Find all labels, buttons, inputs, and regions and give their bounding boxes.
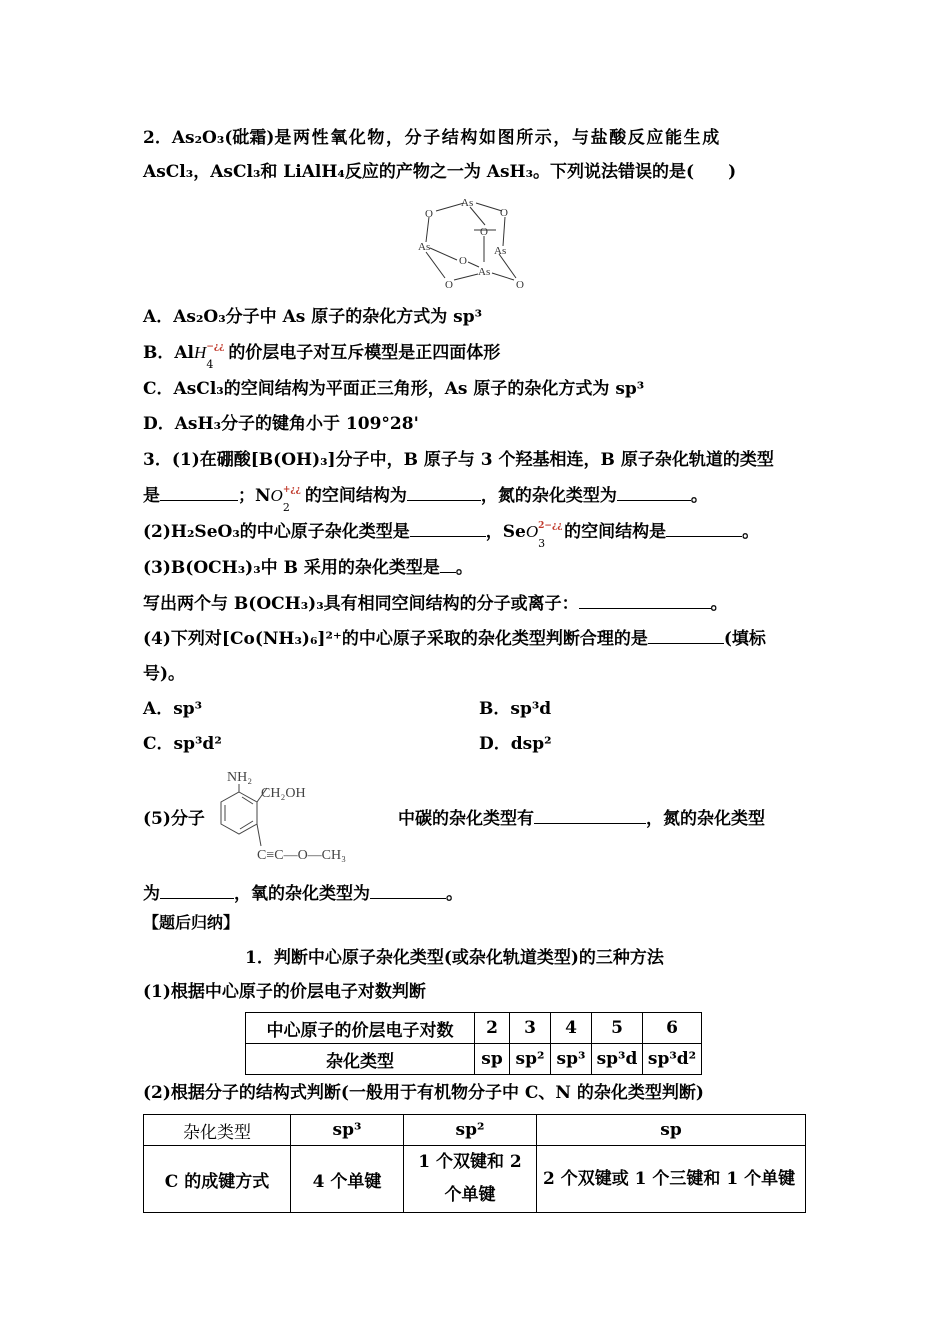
table-cell: sp: [537, 1115, 806, 1146]
method-2-heading: (2)根据分子的结构式判断(一般用于有机物分子中 C、N 的杂化类型判断): [143, 1083, 704, 1103]
method-1-heading: (1)根据中心原子的价层电子对数判断: [143, 982, 426, 1002]
q3-part5-line2: 为 ，氧的杂化类型为 。: [143, 884, 463, 904]
q2-option-c: C．AsCl₃的空间结构为平面正三角形，As 原子的杂化方式为 sp³: [143, 379, 645, 399]
as-atom-label: As: [461, 197, 474, 209]
row-header: 杂化类型: [246, 1044, 475, 1075]
as-atom-label: As: [478, 266, 491, 278]
q3-part4-option-a: A．sp³: [143, 699, 203, 719]
q2-stem-2: AsCl₃，AsCl₃和 LiAlH₄反应的产物之一为 AsH₃。下列说法错误的是( ): [143, 162, 737, 182]
q2-number: 2．: [143, 128, 172, 148]
ch2oh-label: CH₂OH: [261, 786, 306, 801]
q2-option-a: A．As₂O₃分子中 As 原子的杂化方式为 sp³: [143, 307, 483, 327]
row-header: 杂化类型: [144, 1115, 291, 1146]
table-row: [144, 1115, 806, 1146]
table-cell: 2 个双键或 1 个三键和 1 个单键: [537, 1146, 806, 1213]
table-cell: sp³: [551, 1044, 592, 1075]
answer-blank[interactable]: [579, 592, 711, 609]
table-cell: sp³d: [592, 1044, 643, 1075]
q3-part5-line1: 中碳的杂化类型有 ，氮的杂化类型: [398, 809, 765, 829]
q2-option-b: B．AlH −¿¿ 4 的价层电子对互斥模型是正四面体形: [143, 342, 501, 371]
o-atom-label: O: [500, 207, 508, 219]
ion-symbol: H: [194, 343, 207, 362]
table-row: [246, 1013, 702, 1044]
q2-stem-1: 是两性氧化物，分子结构如图所示，与盐酸反应能生成: [274, 128, 721, 148]
answer-blank[interactable]: [370, 882, 446, 899]
table-cell: 6: [643, 1013, 702, 1044]
table-row: [144, 1146, 806, 1213]
o-atom-label: O: [425, 208, 433, 220]
valence-pair-table: [245, 1012, 702, 1075]
q3-part3-line2: 写出两个与 B(OCH₃)₃具有相同空间结构的分子或离子： 。: [143, 594, 728, 614]
nh2-label: NH₂: [227, 770, 253, 785]
row-header: 中心原子的价层电子对数: [246, 1013, 475, 1044]
structure-formula-table: [143, 1114, 806, 1213]
table-cell: 3: [510, 1013, 551, 1044]
answer-blank[interactable]: [534, 807, 646, 824]
q2-name: (砒霜): [224, 128, 275, 148]
table-cell: 2: [475, 1013, 510, 1044]
o-atom-label: O: [480, 226, 488, 238]
molecule-structure-diagram: [205, 764, 390, 869]
q3-part1-line2: 是 ；NO +¿¿ 2 的空间结构为 ，氮的杂化类型为 。: [143, 485, 708, 514]
table-cell: sp²: [510, 1044, 551, 1075]
q3-part5-prefix: (5)分子: [143, 809, 205, 829]
table-cell: 4: [551, 1013, 592, 1044]
table-cell: sp: [475, 1044, 510, 1075]
answer-blank[interactable]: [666, 520, 742, 537]
q3-part4-line1: (4)下列对[Co(NH₃)₆]²⁺的中心原子采取的杂化类型判断合理的是 (填标: [143, 629, 766, 649]
table-cell: sp³: [291, 1115, 404, 1146]
table-cell: sp²: [404, 1115, 537, 1146]
as-atom-label: As: [494, 245, 507, 257]
as-atom-label: As: [418, 241, 431, 253]
as4o6-structure-diagram: [412, 192, 542, 294]
q3-part1-line1: 3．(1)在硼酸[B(OH)₃]分子中，B 原子与 3 个羟基相连，B 原子杂化轨道的类型: [143, 450, 774, 470]
answer-blank[interactable]: [648, 627, 724, 644]
table-cell: sp³d²: [643, 1044, 702, 1075]
q3-part4-option-d: D．dsp²: [479, 734, 552, 754]
o-atom-label: O: [445, 279, 453, 291]
o-atom-label: O: [516, 279, 524, 291]
q2-line-1: [143, 126, 721, 150]
q2-option-d: D．AsH₃分子的键角小于 109°28': [143, 414, 419, 434]
q3-part4-option-b: B．sp³d: [479, 699, 552, 719]
q3-part4-option-c: C．sp³d²: [143, 734, 222, 754]
q3-part3-line1: (3)B(OCH₃)₃中 B 采用的杂化类型是 。: [143, 558, 473, 578]
q3-part2: (2)H₂SeO₃的中心原子杂化类型是 ，SeO 2−¿¿ 3 的空间结构是 。: [143, 521, 760, 550]
alkyne-chain-label: C≡C—O—CH₃: [257, 848, 347, 863]
answer-blank[interactable]: [410, 520, 486, 537]
table-cell: 4 个单键: [291, 1146, 404, 1213]
q2-formula: As₂O₃: [171, 128, 225, 148]
answer-blank[interactable]: [617, 484, 691, 501]
table-row: [246, 1044, 702, 1075]
row-header: C 的成键方式: [144, 1146, 291, 1213]
q3-part4-line2: 号)。: [143, 664, 186, 684]
answer-blank[interactable]: [160, 484, 238, 501]
table-cell: 5: [592, 1013, 643, 1044]
answer-blank[interactable]: [440, 556, 456, 573]
answer-blank[interactable]: [407, 484, 481, 501]
summary-title: 1．判断中心原子杂化类型(或杂化轨道类型)的三种方法: [245, 948, 664, 968]
summary-tag: 【题后归纳】: [143, 913, 240, 932]
answer-blank[interactable]: [160, 882, 234, 899]
table-cell: 1 个双键和 2 个单键: [404, 1146, 537, 1213]
o-atom-label: O: [459, 255, 467, 267]
